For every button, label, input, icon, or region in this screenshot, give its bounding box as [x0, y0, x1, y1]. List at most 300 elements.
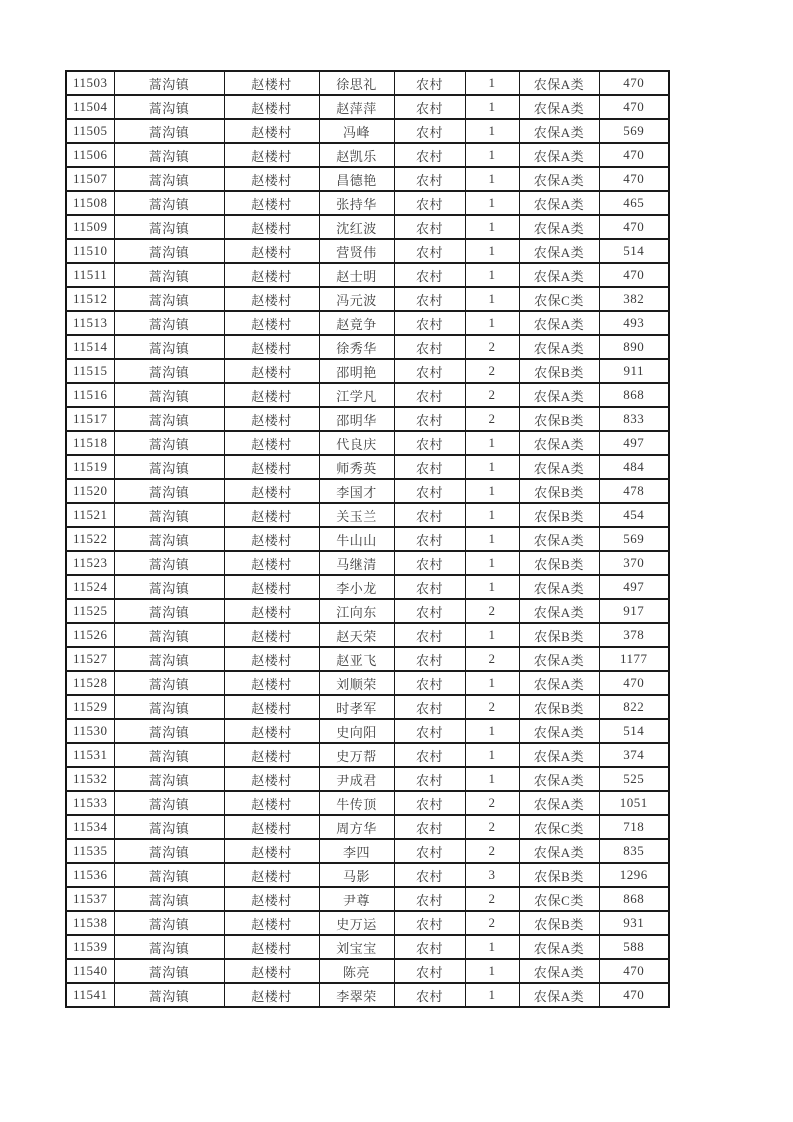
amount-cell: 497 — [599, 431, 669, 455]
town-cell: 蒿沟镇 — [114, 383, 224, 407]
row-id-cell: 11528 — [66, 671, 114, 695]
town-cell: 蒿沟镇 — [114, 935, 224, 959]
village-cell: 赵楼村 — [224, 887, 319, 911]
row-id-cell: 11508 — [66, 191, 114, 215]
town-cell: 蒿沟镇 — [114, 671, 224, 695]
amount-cell: 890 — [599, 335, 669, 359]
amount-cell: 497 — [599, 575, 669, 599]
village-cell: 赵楼村 — [224, 479, 319, 503]
amount-cell: 374 — [599, 743, 669, 767]
person-count-cell: 2 — [465, 647, 519, 671]
table-row — [66, 263, 669, 287]
table-row — [66, 239, 669, 263]
residence-type-cell: 农村 — [394, 479, 465, 503]
person-name-cell: 张持华 — [319, 191, 394, 215]
table-row — [66, 575, 669, 599]
row-id-cell: 11538 — [66, 911, 114, 935]
residence-type-cell: 农村 — [394, 119, 465, 143]
village-cell: 赵楼村 — [224, 935, 319, 959]
person-count-cell: 1 — [465, 935, 519, 959]
insurance-type-cell: 农保B类 — [519, 623, 599, 647]
row-id-cell: 11512 — [66, 287, 114, 311]
insurance-type-cell: 农保A类 — [519, 983, 599, 1007]
row-id-cell: 11529 — [66, 695, 114, 719]
person-name-cell: 江向东 — [319, 599, 394, 623]
amount-cell: 470 — [599, 215, 669, 239]
table-row — [66, 719, 669, 743]
table-row — [66, 599, 669, 623]
residence-type-cell: 农村 — [394, 983, 465, 1007]
amount-cell: 370 — [599, 551, 669, 575]
amount-cell: 514 — [599, 239, 669, 263]
town-cell: 蒿沟镇 — [114, 791, 224, 815]
village-cell: 赵楼村 — [224, 383, 319, 407]
town-cell: 蒿沟镇 — [114, 959, 224, 983]
residence-type-cell: 农村 — [394, 335, 465, 359]
town-cell: 蒿沟镇 — [114, 119, 224, 143]
village-cell: 赵楼村 — [224, 335, 319, 359]
insurance-type-cell: 农保C类 — [519, 287, 599, 311]
benefit-roster-table — [65, 70, 670, 1008]
row-id-cell: 11507 — [66, 167, 114, 191]
table-row — [66, 95, 669, 119]
person-count-cell: 1 — [465, 671, 519, 695]
amount-cell: 1051 — [599, 791, 669, 815]
row-id-cell: 11511 — [66, 263, 114, 287]
town-cell: 蒿沟镇 — [114, 335, 224, 359]
person-count-cell: 1 — [465, 455, 519, 479]
insurance-type-cell: 农保A类 — [519, 575, 599, 599]
table-row — [66, 215, 669, 239]
town-cell: 蒿沟镇 — [114, 431, 224, 455]
village-cell: 赵楼村 — [224, 671, 319, 695]
residence-type-cell: 农村 — [394, 623, 465, 647]
town-cell: 蒿沟镇 — [114, 287, 224, 311]
village-cell: 赵楼村 — [224, 287, 319, 311]
residence-type-cell: 农村 — [394, 935, 465, 959]
row-id-cell: 11518 — [66, 431, 114, 455]
residence-type-cell: 农村 — [394, 767, 465, 791]
residence-type-cell: 农村 — [394, 647, 465, 671]
person-name-cell: 代良庆 — [319, 431, 394, 455]
insurance-type-cell: 农保A类 — [519, 719, 599, 743]
person-name-cell: 邵明艳 — [319, 359, 394, 383]
table-row — [66, 503, 669, 527]
row-id-cell: 11519 — [66, 455, 114, 479]
amount-cell: 470 — [599, 959, 669, 983]
row-id-cell: 11530 — [66, 719, 114, 743]
person-count-cell: 1 — [465, 311, 519, 335]
town-cell: 蒿沟镇 — [114, 95, 224, 119]
table-row — [66, 71, 669, 95]
table-row — [66, 887, 669, 911]
village-cell: 赵楼村 — [224, 167, 319, 191]
row-id-cell: 11534 — [66, 815, 114, 839]
row-id-cell: 11537 — [66, 887, 114, 911]
insurance-type-cell: 农保B类 — [519, 407, 599, 431]
table-row — [66, 791, 669, 815]
person-count-cell: 1 — [465, 119, 519, 143]
person-name-cell: 时孝军 — [319, 695, 394, 719]
insurance-type-cell: 农保A类 — [519, 767, 599, 791]
village-cell: 赵楼村 — [224, 695, 319, 719]
person-name-cell: 沈红波 — [319, 215, 394, 239]
village-cell: 赵楼村 — [224, 311, 319, 335]
residence-type-cell: 农村 — [394, 287, 465, 311]
roster-table-container — [65, 70, 670, 1008]
town-cell: 蒿沟镇 — [114, 815, 224, 839]
table-row — [66, 383, 669, 407]
row-id-cell: 11520 — [66, 479, 114, 503]
residence-type-cell: 农村 — [394, 263, 465, 287]
person-count-cell: 2 — [465, 791, 519, 815]
insurance-type-cell: 农保A类 — [519, 191, 599, 215]
table-row — [66, 647, 669, 671]
residence-type-cell: 农村 — [394, 191, 465, 215]
residence-type-cell: 农村 — [394, 959, 465, 983]
amount-cell: 525 — [599, 767, 669, 791]
village-cell: 赵楼村 — [224, 647, 319, 671]
amount-cell: 478 — [599, 479, 669, 503]
amount-cell: 718 — [599, 815, 669, 839]
town-cell: 蒿沟镇 — [114, 503, 224, 527]
table-row — [66, 911, 669, 935]
person-count-cell: 1 — [465, 503, 519, 527]
person-count-cell: 1 — [465, 71, 519, 95]
residence-type-cell: 农村 — [394, 815, 465, 839]
village-cell: 赵楼村 — [224, 503, 319, 527]
insurance-type-cell: 农保A类 — [519, 71, 599, 95]
person-name-cell: 史万帮 — [319, 743, 394, 767]
village-cell: 赵楼村 — [224, 359, 319, 383]
amount-cell: 588 — [599, 935, 669, 959]
insurance-type-cell: 农保B类 — [519, 359, 599, 383]
town-cell: 蒿沟镇 — [114, 767, 224, 791]
insurance-type-cell: 农保A类 — [519, 143, 599, 167]
row-id-cell: 11535 — [66, 839, 114, 863]
table-row — [66, 743, 669, 767]
amount-cell: 470 — [599, 143, 669, 167]
amount-cell: 470 — [599, 263, 669, 287]
insurance-type-cell: 农保A类 — [519, 215, 599, 239]
town-cell: 蒿沟镇 — [114, 863, 224, 887]
town-cell: 蒿沟镇 — [114, 239, 224, 263]
town-cell: 蒿沟镇 — [114, 311, 224, 335]
village-cell: 赵楼村 — [224, 839, 319, 863]
residence-type-cell: 农村 — [394, 719, 465, 743]
person-count-cell: 1 — [465, 239, 519, 263]
table-row — [66, 455, 669, 479]
table-row — [66, 527, 669, 551]
person-count-cell: 1 — [465, 959, 519, 983]
residence-type-cell: 农村 — [394, 527, 465, 551]
residence-type-cell: 农村 — [394, 791, 465, 815]
person-name-cell: 尹成君 — [319, 767, 394, 791]
person-name-cell: 徐思礼 — [319, 71, 394, 95]
row-id-cell: 11503 — [66, 71, 114, 95]
village-cell: 赵楼村 — [224, 815, 319, 839]
amount-cell: 470 — [599, 167, 669, 191]
row-id-cell: 11521 — [66, 503, 114, 527]
row-id-cell: 11532 — [66, 767, 114, 791]
village-cell: 赵楼村 — [224, 263, 319, 287]
residence-type-cell: 农村 — [394, 911, 465, 935]
person-count-cell: 3 — [465, 863, 519, 887]
person-count-cell: 1 — [465, 431, 519, 455]
village-cell: 赵楼村 — [224, 191, 319, 215]
village-cell: 赵楼村 — [224, 455, 319, 479]
person-count-cell: 2 — [465, 911, 519, 935]
person-name-cell: 周方华 — [319, 815, 394, 839]
person-name-cell: 刘宝宝 — [319, 935, 394, 959]
person-name-cell: 冯峰 — [319, 119, 394, 143]
row-id-cell: 11504 — [66, 95, 114, 119]
table-row — [66, 695, 669, 719]
table-row — [66, 671, 669, 695]
table-row — [66, 767, 669, 791]
insurance-type-cell: 农保A类 — [519, 455, 599, 479]
town-cell: 蒿沟镇 — [114, 695, 224, 719]
row-id-cell: 11523 — [66, 551, 114, 575]
person-name-cell: 赵士明 — [319, 263, 394, 287]
amount-cell: 835 — [599, 839, 669, 863]
insurance-type-cell: 农保A类 — [519, 311, 599, 335]
row-id-cell: 11540 — [66, 959, 114, 983]
person-name-cell: 赵天荣 — [319, 623, 394, 647]
insurance-type-cell: 农保A类 — [519, 671, 599, 695]
table-row — [66, 167, 669, 191]
residence-type-cell: 农村 — [394, 839, 465, 863]
insurance-type-cell: 农保A类 — [519, 959, 599, 983]
person-name-cell: 赵萍萍 — [319, 95, 394, 119]
town-cell: 蒿沟镇 — [114, 911, 224, 935]
person-count-cell: 2 — [465, 599, 519, 623]
row-id-cell: 11531 — [66, 743, 114, 767]
village-cell: 赵楼村 — [224, 431, 319, 455]
person-count-cell: 1 — [465, 575, 519, 599]
insurance-type-cell: 农保A类 — [519, 599, 599, 623]
insurance-type-cell: 农保B类 — [519, 479, 599, 503]
village-cell: 赵楼村 — [224, 215, 319, 239]
row-id-cell: 11509 — [66, 215, 114, 239]
person-count-cell: 1 — [465, 143, 519, 167]
village-cell: 赵楼村 — [224, 119, 319, 143]
row-id-cell: 11526 — [66, 623, 114, 647]
village-cell: 赵楼村 — [224, 863, 319, 887]
person-count-cell: 1 — [465, 167, 519, 191]
table-row — [66, 983, 669, 1007]
residence-type-cell: 农村 — [394, 887, 465, 911]
residence-type-cell: 农村 — [394, 455, 465, 479]
village-cell: 赵楼村 — [224, 623, 319, 647]
table-row — [66, 623, 669, 647]
town-cell: 蒿沟镇 — [114, 743, 224, 767]
row-id-cell: 11514 — [66, 335, 114, 359]
row-id-cell: 11522 — [66, 527, 114, 551]
person-count-cell: 1 — [465, 191, 519, 215]
person-name-cell: 刘顺荣 — [319, 671, 394, 695]
village-cell: 赵楼村 — [224, 743, 319, 767]
table-row — [66, 815, 669, 839]
town-cell: 蒿沟镇 — [114, 191, 224, 215]
table-row — [66, 143, 669, 167]
person-name-cell: 徐秀华 — [319, 335, 394, 359]
town-cell: 蒿沟镇 — [114, 407, 224, 431]
town-cell: 蒿沟镇 — [114, 527, 224, 551]
residence-type-cell: 农村 — [394, 383, 465, 407]
table-row — [66, 839, 669, 863]
person-name-cell: 邵明华 — [319, 407, 394, 431]
residence-type-cell: 农村 — [394, 95, 465, 119]
table-row — [66, 311, 669, 335]
village-cell: 赵楼村 — [224, 959, 319, 983]
amount-cell: 931 — [599, 911, 669, 935]
insurance-type-cell: 农保A类 — [519, 431, 599, 455]
person-name-cell: 李国才 — [319, 479, 394, 503]
row-id-cell: 11536 — [66, 863, 114, 887]
person-count-cell: 1 — [465, 743, 519, 767]
residence-type-cell: 农村 — [394, 671, 465, 695]
town-cell: 蒿沟镇 — [114, 215, 224, 239]
person-count-cell: 2 — [465, 839, 519, 863]
town-cell: 蒿沟镇 — [114, 983, 224, 1007]
table-row — [66, 431, 669, 455]
person-count-cell: 1 — [465, 287, 519, 311]
insurance-type-cell: 农保A类 — [519, 839, 599, 863]
person-name-cell: 昌德艳 — [319, 167, 394, 191]
row-id-cell: 11506 — [66, 143, 114, 167]
residence-type-cell: 农村 — [394, 743, 465, 767]
table-row — [66, 191, 669, 215]
person-count-cell: 1 — [465, 623, 519, 647]
person-count-cell: 1 — [465, 263, 519, 287]
town-cell: 蒿沟镇 — [114, 839, 224, 863]
row-id-cell: 11539 — [66, 935, 114, 959]
row-id-cell: 11505 — [66, 119, 114, 143]
person-name-cell: 营贤伟 — [319, 239, 394, 263]
person-name-cell: 马影 — [319, 863, 394, 887]
person-count-cell: 2 — [465, 359, 519, 383]
insurance-type-cell: 农保B类 — [519, 695, 599, 719]
town-cell: 蒿沟镇 — [114, 599, 224, 623]
village-cell: 赵楼村 — [224, 527, 319, 551]
town-cell: 蒿沟镇 — [114, 71, 224, 95]
amount-cell: 911 — [599, 359, 669, 383]
town-cell: 蒿沟镇 — [114, 167, 224, 191]
table-row — [66, 863, 669, 887]
row-id-cell: 11515 — [66, 359, 114, 383]
insurance-type-cell: 农保B类 — [519, 863, 599, 887]
amount-cell: 514 — [599, 719, 669, 743]
amount-cell: 470 — [599, 71, 669, 95]
row-id-cell: 11524 — [66, 575, 114, 599]
person-name-cell: 李小龙 — [319, 575, 394, 599]
residence-type-cell: 农村 — [394, 143, 465, 167]
residence-type-cell: 农村 — [394, 239, 465, 263]
person-name-cell: 史万运 — [319, 911, 394, 935]
amount-cell: 1296 — [599, 863, 669, 887]
row-id-cell: 11525 — [66, 599, 114, 623]
village-cell: 赵楼村 — [224, 575, 319, 599]
amount-cell: 833 — [599, 407, 669, 431]
insurance-type-cell: 农保B类 — [519, 503, 599, 527]
town-cell: 蒿沟镇 — [114, 719, 224, 743]
residence-type-cell: 农村 — [394, 863, 465, 887]
insurance-type-cell: 农保A类 — [519, 95, 599, 119]
table-row — [66, 551, 669, 575]
person-name-cell: 尹尊 — [319, 887, 394, 911]
insurance-type-cell: 农保A类 — [519, 167, 599, 191]
village-cell: 赵楼村 — [224, 95, 319, 119]
residence-type-cell: 农村 — [394, 503, 465, 527]
amount-cell: 484 — [599, 455, 669, 479]
town-cell: 蒿沟镇 — [114, 263, 224, 287]
insurance-type-cell: 农保A类 — [519, 647, 599, 671]
person-count-cell: 1 — [465, 767, 519, 791]
person-count-cell: 1 — [465, 479, 519, 503]
village-cell: 赵楼村 — [224, 767, 319, 791]
table-row — [66, 407, 669, 431]
insurance-type-cell: 农保C类 — [519, 887, 599, 911]
amount-cell: 465 — [599, 191, 669, 215]
amount-cell: 868 — [599, 383, 669, 407]
person-name-cell: 史向阳 — [319, 719, 394, 743]
person-count-cell: 2 — [465, 695, 519, 719]
amount-cell: 470 — [599, 95, 669, 119]
amount-cell: 382 — [599, 287, 669, 311]
row-id-cell: 11541 — [66, 983, 114, 1007]
amount-cell: 868 — [599, 887, 669, 911]
village-cell: 赵楼村 — [224, 911, 319, 935]
amount-cell: 454 — [599, 503, 669, 527]
person-name-cell: 师秀英 — [319, 455, 394, 479]
person-name-cell: 牛传顶 — [319, 791, 394, 815]
person-name-cell: 关玉兰 — [319, 503, 394, 527]
table-row — [66, 959, 669, 983]
person-name-cell: 赵竟争 — [319, 311, 394, 335]
person-count-cell: 1 — [465, 719, 519, 743]
residence-type-cell: 农村 — [394, 359, 465, 383]
residence-type-cell: 农村 — [394, 551, 465, 575]
person-name-cell: 马继清 — [319, 551, 394, 575]
insurance-type-cell: 农保A类 — [519, 119, 599, 143]
residence-type-cell: 农村 — [394, 599, 465, 623]
person-count-cell: 1 — [465, 983, 519, 1007]
person-name-cell: 李翠荣 — [319, 983, 394, 1007]
person-count-cell: 1 — [465, 95, 519, 119]
insurance-type-cell: 农保A类 — [519, 743, 599, 767]
person-name-cell: 牛山山 — [319, 527, 394, 551]
town-cell: 蒿沟镇 — [114, 887, 224, 911]
person-count-cell: 2 — [465, 887, 519, 911]
amount-cell: 1177 — [599, 647, 669, 671]
table-row — [66, 119, 669, 143]
person-count-cell: 2 — [465, 383, 519, 407]
amount-cell: 917 — [599, 599, 669, 623]
person-count-cell: 2 — [465, 407, 519, 431]
village-cell: 赵楼村 — [224, 719, 319, 743]
insurance-type-cell: 农保A类 — [519, 263, 599, 287]
person-count-cell: 2 — [465, 815, 519, 839]
insurance-type-cell: 农保B类 — [519, 911, 599, 935]
village-cell: 赵楼村 — [224, 71, 319, 95]
amount-cell: 822 — [599, 695, 669, 719]
town-cell: 蒿沟镇 — [114, 143, 224, 167]
residence-type-cell: 农村 — [394, 575, 465, 599]
table-row — [66, 479, 669, 503]
table-row — [66, 287, 669, 311]
person-name-cell: 赵凯乐 — [319, 143, 394, 167]
